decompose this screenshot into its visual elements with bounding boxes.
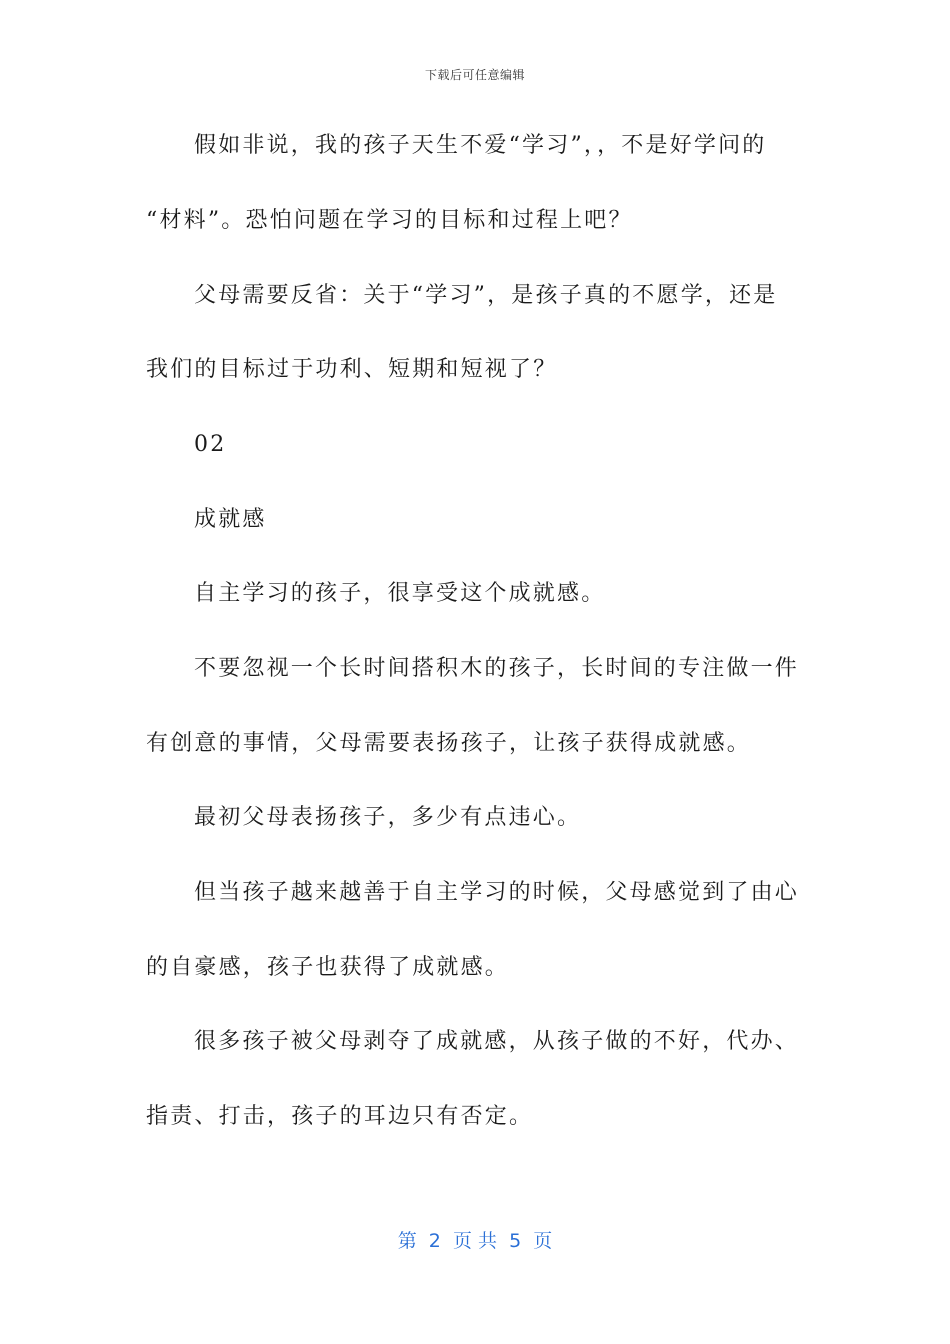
paragraph-line: 自主学习的孩子，很享受这个成就感。 [194,581,606,606]
paragraph-line: 但当孩子越来越善于自主学习的时候，父母感觉到了由心 [194,880,800,905]
paragraph-line: 有创意的事情，父母需要表扬孩子，让孩子获得成就感。 [146,731,752,756]
paragraph-line: 父母需要反省：关于“学习”，是孩子真的不愿学，还是 [194,283,778,308]
paragraph-line: 我们的目标过于功利、短期和短视了？ [146,357,558,382]
paragraph-line: 的自豪感，孩子也获得了成就感。 [146,955,510,980]
paragraph-line: “材料”。恐怕问题在学习的目标和过程上吧？ [146,208,633,233]
page-number-footer: 第 2 页 共 5 页 [397,1230,553,1252]
section-heading: 成就感 [194,507,267,532]
header-note: 下载后可任意编辑 [424,68,525,82]
paragraph-line: 很多孩子被父母剥夺了成就感，从孩子做的不好，代办、 [194,1029,800,1054]
paragraph-line: 假如非说，我的孩子天生不爱“学习”，，不是好学问的 [194,133,767,158]
paragraph-line: 指责、打击，孩子的耳边只有否定。 [146,1104,534,1129]
paragraph-line: 最初父母表扬孩子，多少有点违心。 [194,805,582,830]
section-number: 02 [194,432,227,457]
paragraph-line: 不要忽视一个长时间搭积木的孩子，长时间的专注做一件 [194,656,800,681]
